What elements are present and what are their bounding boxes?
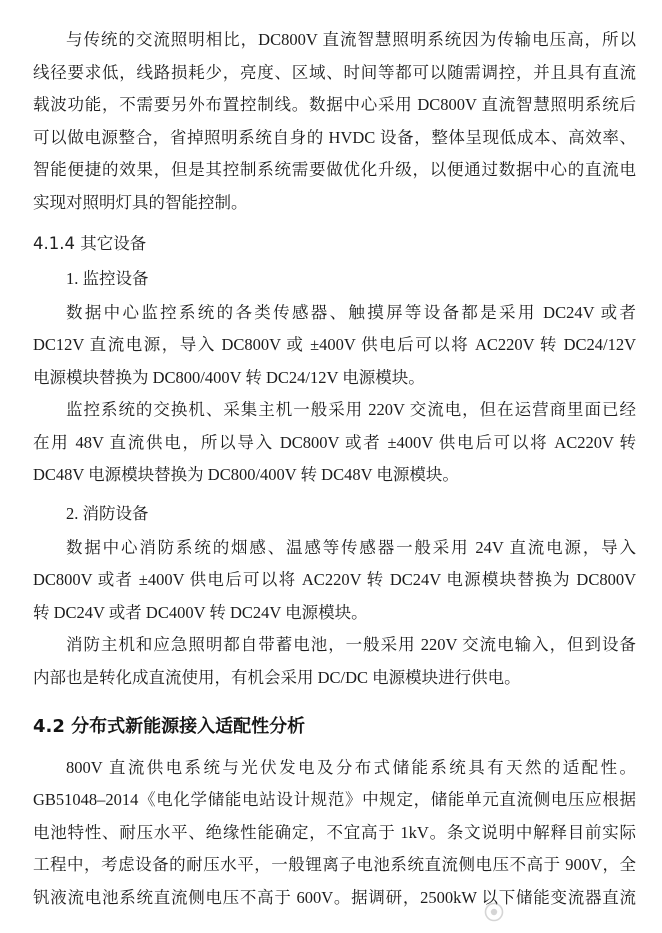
text-line: 载波功能，不需要另外布置控制线。数据中心采用 DC800V 直流智慧照明系统后 — [33, 95, 636, 114]
text-line: 电源模块替换为 DC800/400V 转 DC24/12V 电源模块。 — [33, 367, 425, 387]
paragraph-lighting — [33, 24, 636, 219]
text-line: 实现对照明灯具的智能控制。 — [33, 192, 248, 212]
text-line: 可以做电源整合，省掉照明系统自身的 HVDC 设备，整体呈现低成本、高效率、 — [33, 127, 636, 147]
paragraph — [33, 297, 636, 395]
text-line: 与传统的交流照明相比，DC800V 直流智慧照明系统因为传输电压高，所以 — [66, 30, 636, 49]
text-line: 钒液流电池系统直流侧电压不高于 600V。据调研，2500kW 以下储能变流器直流 — [33, 887, 636, 907]
text-line: DC48V 电源模块替换为 DC800/400V 转 DC48V 电源模块。 — [33, 465, 459, 484]
text-line: GB51048–2014《电化学储能电站设计规范》中规定，储能单元直流侧电压应根据 — [33, 790, 636, 809]
text-line: 数据中心监控系统的各类传感器、触摸屏等设备都是采用 DC24V 或者 — [66, 302, 636, 322]
paragraph — [33, 532, 636, 630]
text-line: 数据中心消防系统的烟感、温感等传感器一般采用 24V 直流电源，导入 — [66, 537, 636, 557]
section-heading-4-2: 4.2 分布式新能源接入适配性分析 — [33, 715, 306, 737]
text-line: 智能便捷的效果，但是其控制系统需要做优化升级，以便通过数据中心的直流电 — [33, 160, 636, 179]
subsection-heading-4-1-4: 4.1.4 其它设备 — [33, 234, 147, 253]
text-line: 工程中，考虑设备的耐压水平，一般锂离子电池系统直流侧电压不高于 900V，全 — [33, 855, 636, 874]
paragraph — [33, 629, 636, 694]
watermark-icon — [484, 902, 504, 922]
list-item-title-fire: 2. 消防设备 — [66, 503, 149, 523]
paragraph — [33, 394, 636, 492]
text-line: 电池特性、耐压水平、绝缘性能确定，不宜高于 1kV。条文说明中解释目前实际 — [33, 822, 636, 842]
text-line: 线径要求低，线路损耗少，亮度、区域、时间等都可以随需调控，并且具有直流 — [33, 62, 636, 82]
text-line: 监控系统的交换机、采集主机一般采用 220V 交流电，但在运营商里面已经 — [66, 400, 636, 419]
text-line: DC800V 或者 ±400V 供电后可以将 AC220V 转 DC24V 电源模块替换为 DC800V — [33, 570, 636, 589]
text-line: DC12V 直流电源，导入 DC800V 或 ±400V 供电后可以将 AC220V 转 DC24/12V — [33, 335, 636, 354]
text-line: 内部也是转化成直流使用，有机会采用 DC/DC 电源模块进行供电。 — [33, 667, 521, 687]
page-body — [33, 24, 636, 914]
text-line: 转 DC24V 或者 DC400V 转 DC24V 电源模块。 — [33, 602, 368, 622]
text-line: 800V 直流供电系统与光伏发电及分布式储能系统具有天然的适配性。 — [66, 757, 636, 777]
text-line: 在用 48V 直流供电，所以导入 DC800V 或者 ±400V 供电后可以将 AC220V 转 — [33, 432, 636, 452]
list-item-title-monitoring: 1. 监控设备 — [66, 268, 149, 288]
text-line: 消防主机和应急照明都自带蓄电池，一般采用 220V 交流电输入，但到设备 — [66, 635, 636, 654]
paragraph — [33, 752, 636, 915]
